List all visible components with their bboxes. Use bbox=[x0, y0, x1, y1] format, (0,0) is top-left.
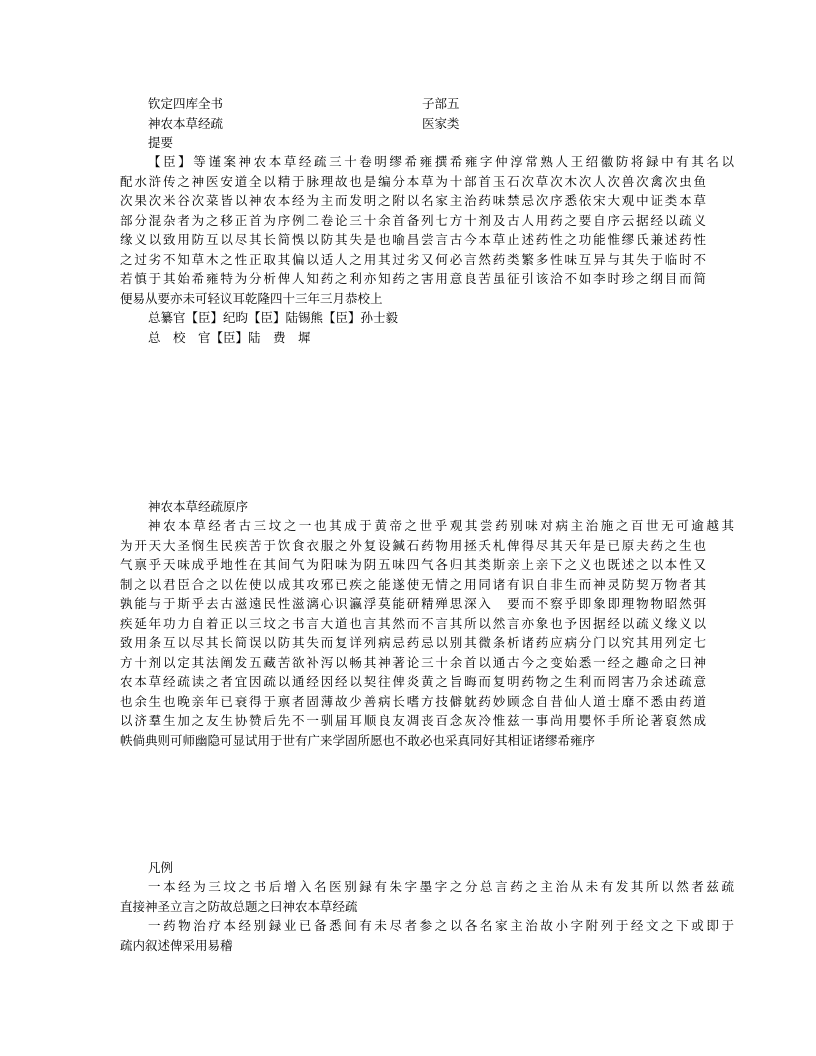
fanli-line: 疏内叙述俾采用易稽 bbox=[120, 938, 233, 953]
tiyao-line: 部分混杂者为之移正首为序例二卷论三十余首备列七方十剂及古人用药之要自序云据经以疏义 bbox=[120, 213, 706, 228]
tiyao-heading: 提要 bbox=[148, 135, 174, 150]
header-row-1 bbox=[120, 94, 734, 114]
fanli-line: 一药物治疗本经别録业已备悉间有未尽者参之以各名家主治故小字附列于经文之下或即于 bbox=[148, 918, 734, 933]
preface-line: 方十剂以定其法阐发五藏苦欲补泻以畅其神著论三十余首以通古今之变始悉一经之趣命之曰神 bbox=[120, 655, 706, 670]
tiyao-line: 配水浒传之神医安道全以精于脉理故也是编分本草为十部首玉石次草次木次人次兽次禽次虫鱼 bbox=[120, 174, 706, 189]
preface-line: 为开天大圣悯生民疾苦于饮食衣服之外复设鍼石药物用拯夭札俾得尽其天年是已原夫药之生也 bbox=[120, 538, 706, 553]
preface-line: 致用条互以尽其长简误以防其失而复详列病忌药忌以别其微条析诸药应病分门以究其用列定七 bbox=[120, 635, 706, 650]
tiyao-line: 之过劣不知草木之性正取其偏以适人之用其过劣又何必言然药类繁多性味互异与其失于临时不 bbox=[120, 252, 706, 267]
header-row-2 bbox=[120, 114, 734, 134]
preface-line: 孰能与于斯乎去古滋遠民性滋漓心识瀛浮莫能研精殚思深入 要而不察乎即象即理物物昭然弭 bbox=[120, 596, 706, 611]
preface-line: 制之以君臣合之以佐使以成其攻邪已疾之能遂使无情之用同诸有识自非生而神灵防契万物者其 bbox=[120, 577, 706, 592]
preface-line: 以济羣生加之友生协赞后先不一驯届耳顺良友凋丧百念灰冷惟兹一事尚用嬰怀手所论著裒然成 bbox=[120, 713, 706, 728]
preface-line: 帙倘典则可师幽隐可显试用于世有广来学固所愿也不敢必也采真同好其相证诸缪希雍序 bbox=[120, 733, 596, 748]
preface-line: 也余生也晚亲年已衰得于禀者固薄故少善病长嗜方技僻躭药妙顾念自昔仙人道士靡不悉由药道 bbox=[120, 694, 706, 709]
preface-line: 气禀乎天味成乎地性在其间气为阳味为阴五味四气各归其类斯亲上亲下之义也既述之以本性又 bbox=[120, 557, 706, 572]
section-label: 子部五 bbox=[422, 96, 460, 111]
fanli-line: 直接神圣立言之防故总题之曰神农本草经疏 bbox=[120, 899, 358, 914]
preface-line: 农本草经疏读之者宜因疏以通经因经以契往俾炎黄之旨晦而复明药物之生利而罔害乃余述疏意 bbox=[120, 674, 706, 689]
tiyao-line: 【臣】等谨案神农本草经疏三十卷明缪希雍撰希雍字仲淳常熟人王绍徽防将録中有其名以 bbox=[148, 154, 734, 169]
preface-line: 疾延年功力自着正以三坟之书言大道也言其然而不言其所以然言亦象也予因据经以疏义缘义以 bbox=[120, 616, 706, 631]
tiyao-line: 便易从要亦未可轻议耳乾隆四十三年三月恭校上 bbox=[120, 291, 383, 306]
tiyao-line: 若慎于其始希雍特为分析俾人知药之利亦知药之害用意良苦虽征引该洽不如李时珍之纲目而简 bbox=[120, 271, 706, 286]
proofreader-line: 总 校 官【臣】陆 费 墀 bbox=[148, 330, 311, 345]
fanli-line: 一本经为三坟之书后增入名医别録有朱字墨字之分总言药之主治从未有发其所以然者兹疏 bbox=[148, 879, 734, 894]
compilers-line: 总纂官【臣】纪昀【臣】陆锡熊【臣】孙士毅 bbox=[148, 310, 399, 325]
preface-title: 神农本草经疏原序 bbox=[148, 499, 249, 514]
preface-line: 神农本草经者古三坟之一也其成于黄帝之世乎观其尝药别味对病主治施之百世无可逾越其 bbox=[148, 518, 734, 533]
library-title: 钦定四库全书 bbox=[148, 96, 224, 111]
category-label: 医家类 bbox=[422, 116, 460, 131]
tiyao-line: 次果次米谷次菜皆以神农本经为主而发明之附以名家主治药味禁忌次序悉依宋大观中证类本草 bbox=[120, 193, 706, 208]
tiyao-line: 缘义以致用防互以尽其长简悞以防其失是也喻昌尝言古今本草止述药性之功能惟缪氏兼述药性 bbox=[120, 232, 706, 247]
fanli-title: 凡例 bbox=[148, 860, 174, 875]
book-title: 神农本草经疏 bbox=[148, 116, 224, 131]
